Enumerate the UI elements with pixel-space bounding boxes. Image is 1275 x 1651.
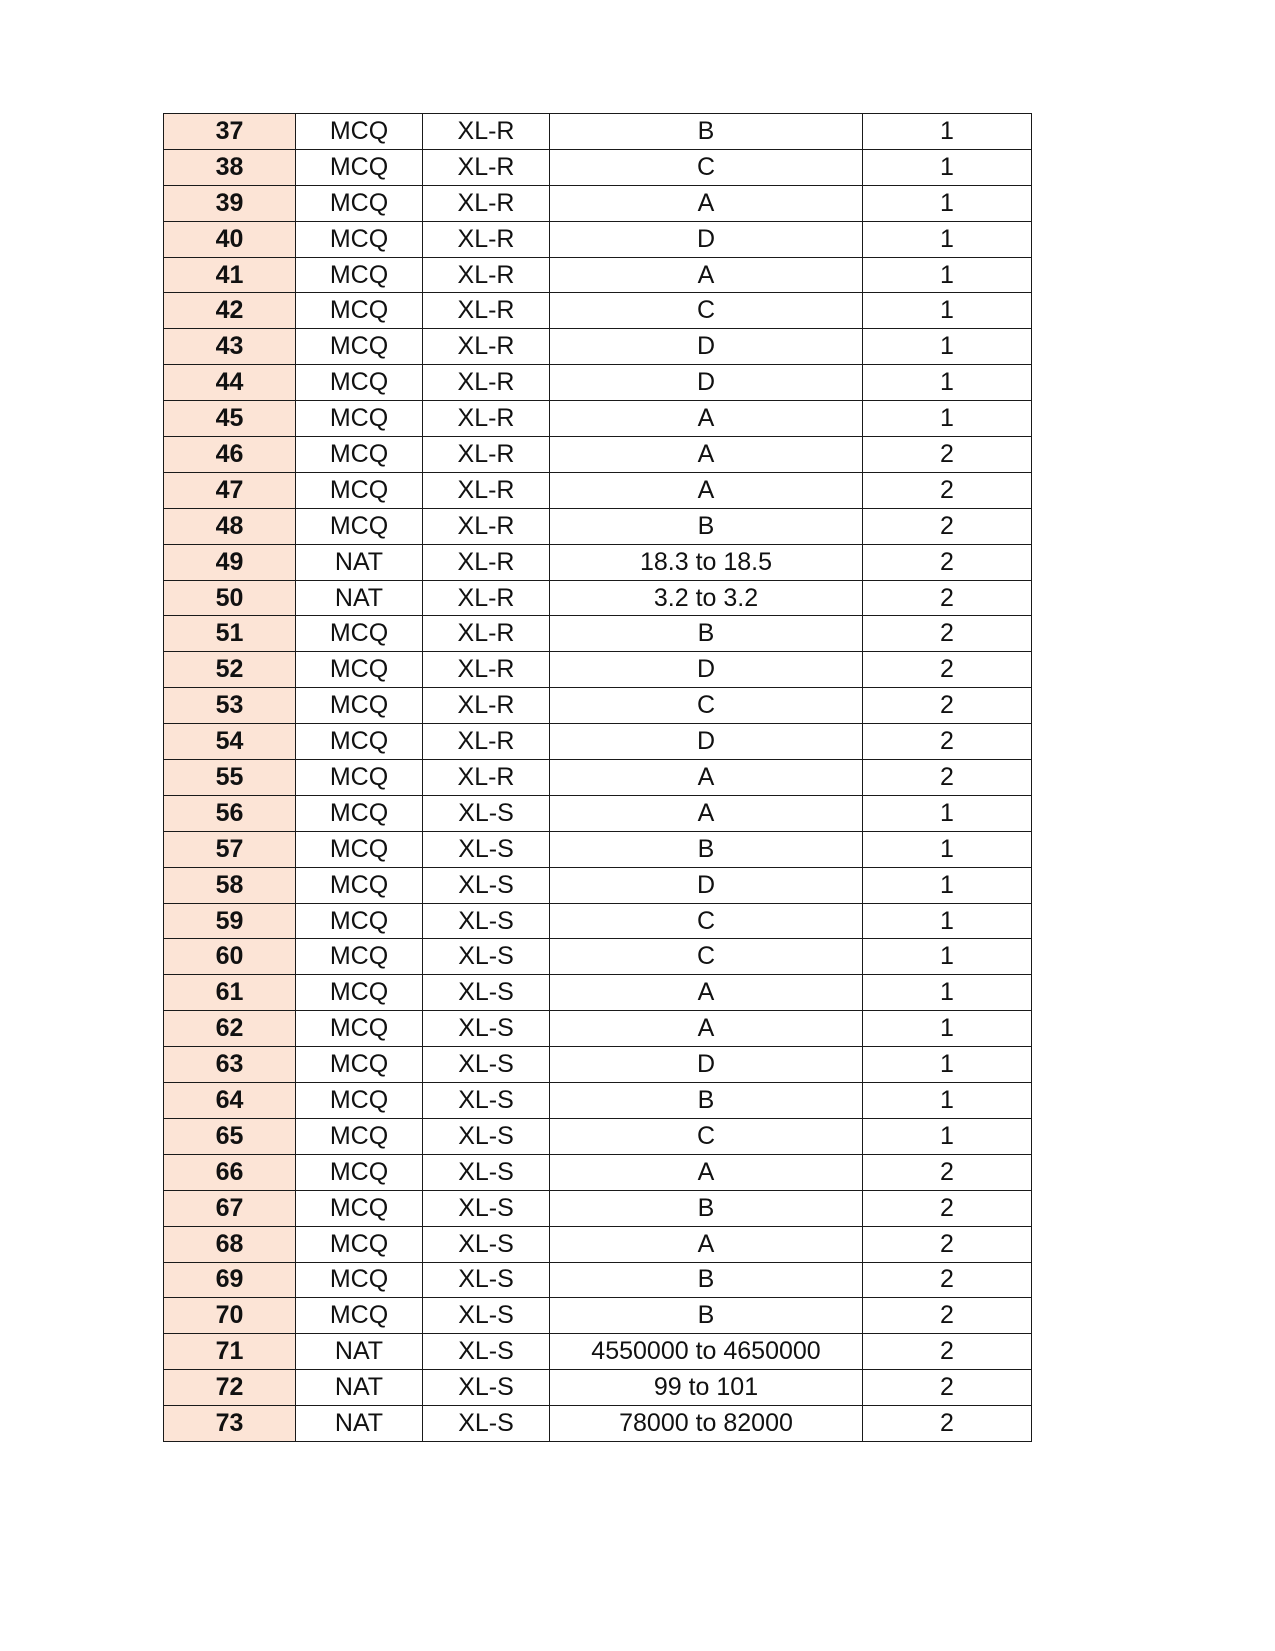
question-number-cell: 46: [164, 437, 296, 473]
answer-key-cell: 3.2 to 3.2: [550, 580, 863, 616]
table-row: [164, 1190, 1032, 1226]
question-type-cell: MCQ: [296, 652, 423, 688]
section-cell: XL-S: [423, 831, 550, 867]
answer-key-cell: A: [550, 472, 863, 508]
answer-key-cell: 4550000 to 4650000: [550, 1334, 863, 1370]
question-type-cell: MCQ: [296, 114, 423, 150]
table-row: [164, 831, 1032, 867]
answer-key-cell: A: [550, 257, 863, 293]
marks-cell: 1: [863, 1083, 1032, 1119]
answer-key-cell: D: [550, 1047, 863, 1083]
marks-cell: 2: [863, 1406, 1032, 1442]
answer-key-table: [163, 113, 1032, 1442]
table-row: [164, 401, 1032, 437]
answer-key-body: [164, 114, 1032, 1442]
question-number-cell: 65: [164, 1118, 296, 1154]
question-type-cell: MCQ: [296, 185, 423, 221]
table-row: [164, 760, 1032, 796]
question-type-cell: MCQ: [296, 1298, 423, 1334]
table-row: [164, 975, 1032, 1011]
question-number-cell: 42: [164, 293, 296, 329]
question-type-cell: MCQ: [296, 329, 423, 365]
question-type-cell: MCQ: [296, 221, 423, 257]
table-row: [164, 1118, 1032, 1154]
question-number-cell: 40: [164, 221, 296, 257]
section-cell: XL-S: [423, 795, 550, 831]
question-type-cell: MCQ: [296, 831, 423, 867]
question-type-cell: MCQ: [296, 1118, 423, 1154]
marks-cell: 2: [863, 1154, 1032, 1190]
marks-cell: 1: [863, 1118, 1032, 1154]
answer-key-cell: C: [550, 688, 863, 724]
answer-key-cell: B: [550, 616, 863, 652]
marks-cell: 1: [863, 1011, 1032, 1047]
question-type-cell: MCQ: [296, 293, 423, 329]
question-number-cell: 37: [164, 114, 296, 150]
question-type-cell: MCQ: [296, 1262, 423, 1298]
table-row: [164, 1370, 1032, 1406]
section-cell: XL-R: [423, 149, 550, 185]
table-row: [164, 1011, 1032, 1047]
question-number-cell: 70: [164, 1298, 296, 1334]
section-cell: XL-R: [423, 185, 550, 221]
table-row: [164, 472, 1032, 508]
question-number-cell: 43: [164, 329, 296, 365]
section-cell: XL-S: [423, 939, 550, 975]
section-cell: XL-R: [423, 724, 550, 760]
answer-key-cell: A: [550, 1226, 863, 1262]
section-cell: XL-S: [423, 1047, 550, 1083]
question-type-cell: MCQ: [296, 760, 423, 796]
table-row: [164, 1047, 1032, 1083]
answer-key-cell: B: [550, 114, 863, 150]
section-cell: XL-R: [423, 508, 550, 544]
question-number-cell: 62: [164, 1011, 296, 1047]
marks-cell: 2: [863, 472, 1032, 508]
question-number-cell: 45: [164, 401, 296, 437]
marks-cell: 1: [863, 831, 1032, 867]
table-row: [164, 1406, 1032, 1442]
table-row: [164, 939, 1032, 975]
marks-cell: 1: [863, 939, 1032, 975]
marks-cell: 2: [863, 1262, 1032, 1298]
question-type-cell: MCQ: [296, 508, 423, 544]
question-type-cell: MCQ: [296, 472, 423, 508]
marks-cell: 2: [863, 1226, 1032, 1262]
marks-cell: 2: [863, 1298, 1032, 1334]
question-number-cell: 67: [164, 1190, 296, 1226]
answer-key-cell: D: [550, 365, 863, 401]
question-number-cell: 69: [164, 1262, 296, 1298]
question-number-cell: 55: [164, 760, 296, 796]
question-type-cell: MCQ: [296, 257, 423, 293]
answer-key-cell: B: [550, 1298, 863, 1334]
question-type-cell: NAT: [296, 1334, 423, 1370]
question-number-cell: 58: [164, 867, 296, 903]
table-row: [164, 1154, 1032, 1190]
question-type-cell: NAT: [296, 1370, 423, 1406]
marks-cell: 2: [863, 652, 1032, 688]
marks-cell: 1: [863, 401, 1032, 437]
section-cell: XL-S: [423, 1298, 550, 1334]
table-row: [164, 652, 1032, 688]
question-type-cell: MCQ: [296, 1011, 423, 1047]
marks-cell: 1: [863, 114, 1032, 150]
question-number-cell: 73: [164, 1406, 296, 1442]
section-cell: XL-S: [423, 1118, 550, 1154]
table-row: [164, 903, 1032, 939]
section-cell: XL-S: [423, 1406, 550, 1442]
question-number-cell: 41: [164, 257, 296, 293]
marks-cell: 2: [863, 688, 1032, 724]
table-row: [164, 688, 1032, 724]
question-number-cell: 68: [164, 1226, 296, 1262]
answer-key-cell: 78000 to 82000: [550, 1406, 863, 1442]
table-row: [164, 221, 1032, 257]
section-cell: XL-R: [423, 401, 550, 437]
question-number-cell: 50: [164, 580, 296, 616]
question-type-cell: MCQ: [296, 149, 423, 185]
table-row: [164, 580, 1032, 616]
question-type-cell: MCQ: [296, 616, 423, 652]
answer-key-cell: C: [550, 149, 863, 185]
marks-cell: 2: [863, 437, 1032, 473]
question-type-cell: MCQ: [296, 939, 423, 975]
section-cell: XL-R: [423, 760, 550, 796]
marks-cell: 2: [863, 1334, 1032, 1370]
table-row: [164, 437, 1032, 473]
answer-key-cell: A: [550, 975, 863, 1011]
table-row: [164, 867, 1032, 903]
answer-key-cell: 99 to 101: [550, 1370, 863, 1406]
marks-cell: 1: [863, 365, 1032, 401]
section-cell: XL-S: [423, 1262, 550, 1298]
answer-key-cell: A: [550, 1154, 863, 1190]
answer-key-cell: C: [550, 939, 863, 975]
table-row: [164, 1262, 1032, 1298]
section-cell: XL-R: [423, 472, 550, 508]
section-cell: XL-S: [423, 1226, 550, 1262]
answer-key-cell: A: [550, 795, 863, 831]
answer-key-cell: C: [550, 903, 863, 939]
answer-key-cell: B: [550, 831, 863, 867]
table-row: [164, 293, 1032, 329]
section-cell: XL-R: [423, 580, 550, 616]
section-cell: XL-R: [423, 544, 550, 580]
question-type-cell: MCQ: [296, 1047, 423, 1083]
question-type-cell: MCQ: [296, 724, 423, 760]
question-type-cell: NAT: [296, 580, 423, 616]
table-row: [164, 185, 1032, 221]
answer-key-cell: A: [550, 1011, 863, 1047]
answer-key-cell: B: [550, 1262, 863, 1298]
answer-key-cell: D: [550, 724, 863, 760]
answer-key-cell: B: [550, 1190, 863, 1226]
section-cell: XL-S: [423, 1370, 550, 1406]
marks-cell: 2: [863, 580, 1032, 616]
question-type-cell: MCQ: [296, 867, 423, 903]
marks-cell: 1: [863, 1047, 1032, 1083]
question-number-cell: 72: [164, 1370, 296, 1406]
answer-key-cell: D: [550, 867, 863, 903]
section-cell: XL-S: [423, 903, 550, 939]
table-row: [164, 365, 1032, 401]
question-type-cell: MCQ: [296, 1083, 423, 1119]
answer-key-cell: A: [550, 437, 863, 473]
marks-cell: 1: [863, 185, 1032, 221]
section-cell: XL-R: [423, 221, 550, 257]
marks-cell: 1: [863, 795, 1032, 831]
marks-cell: 2: [863, 1190, 1032, 1226]
marks-cell: 1: [863, 293, 1032, 329]
question-number-cell: 61: [164, 975, 296, 1011]
marks-cell: 2: [863, 1370, 1032, 1406]
section-cell: XL-S: [423, 1190, 550, 1226]
table-row: [164, 508, 1032, 544]
question-number-cell: 56: [164, 795, 296, 831]
answer-key-cell: A: [550, 185, 863, 221]
table-row: [164, 114, 1032, 150]
marks-cell: 1: [863, 975, 1032, 1011]
table-row: [164, 616, 1032, 652]
question-type-cell: MCQ: [296, 688, 423, 724]
marks-cell: 2: [863, 616, 1032, 652]
question-type-cell: NAT: [296, 544, 423, 580]
section-cell: XL-S: [423, 1011, 550, 1047]
section-cell: XL-S: [423, 1334, 550, 1370]
answer-key-cell: D: [550, 652, 863, 688]
question-type-cell: MCQ: [296, 1226, 423, 1262]
question-number-cell: 57: [164, 831, 296, 867]
marks-cell: 1: [863, 867, 1032, 903]
question-number-cell: 59: [164, 903, 296, 939]
question-number-cell: 48: [164, 508, 296, 544]
marks-cell: 2: [863, 760, 1032, 796]
section-cell: XL-R: [423, 652, 550, 688]
question-type-cell: MCQ: [296, 1190, 423, 1226]
question-type-cell: MCQ: [296, 903, 423, 939]
question-type-cell: MCQ: [296, 365, 423, 401]
question-type-cell: MCQ: [296, 975, 423, 1011]
section-cell: XL-S: [423, 867, 550, 903]
table-row: [164, 1083, 1032, 1119]
question-number-cell: 52: [164, 652, 296, 688]
marks-cell: 1: [863, 221, 1032, 257]
question-number-cell: 60: [164, 939, 296, 975]
section-cell: XL-R: [423, 257, 550, 293]
table-row: [164, 149, 1032, 185]
answer-key-cell: A: [550, 401, 863, 437]
marks-cell: 1: [863, 149, 1032, 185]
table-row: [164, 1226, 1032, 1262]
question-number-cell: 64: [164, 1083, 296, 1119]
question-number-cell: 63: [164, 1047, 296, 1083]
marks-cell: 2: [863, 724, 1032, 760]
table-row: [164, 795, 1032, 831]
question-number-cell: 66: [164, 1154, 296, 1190]
table-row: [164, 1298, 1032, 1334]
question-number-cell: 51: [164, 616, 296, 652]
question-number-cell: 53: [164, 688, 296, 724]
section-cell: XL-S: [423, 975, 550, 1011]
answer-key-cell: D: [550, 221, 863, 257]
section-cell: XL-S: [423, 1154, 550, 1190]
question-number-cell: 38: [164, 149, 296, 185]
section-cell: XL-R: [423, 437, 550, 473]
section-cell: XL-R: [423, 293, 550, 329]
answer-key-cell: B: [550, 1083, 863, 1119]
section-cell: XL-S: [423, 1083, 550, 1119]
table-row: [164, 257, 1032, 293]
question-number-cell: 49: [164, 544, 296, 580]
section-cell: XL-R: [423, 616, 550, 652]
question-number-cell: 39: [164, 185, 296, 221]
answer-key-cell: C: [550, 293, 863, 329]
answer-key-cell: D: [550, 329, 863, 365]
marks-cell: 1: [863, 903, 1032, 939]
question-type-cell: MCQ: [296, 437, 423, 473]
question-type-cell: MCQ: [296, 401, 423, 437]
section-cell: XL-R: [423, 688, 550, 724]
answer-key-cell: 18.3 to 18.5: [550, 544, 863, 580]
question-number-cell: 44: [164, 365, 296, 401]
question-type-cell: MCQ: [296, 1154, 423, 1190]
question-number-cell: 71: [164, 1334, 296, 1370]
table-row: [164, 544, 1032, 580]
answer-key-cell: C: [550, 1118, 863, 1154]
section-cell: XL-R: [423, 329, 550, 365]
table-row: [164, 1334, 1032, 1370]
question-type-cell: NAT: [296, 1406, 423, 1442]
answer-key-cell: A: [550, 760, 863, 796]
marks-cell: 2: [863, 544, 1032, 580]
marks-cell: 2: [863, 508, 1032, 544]
marks-cell: 1: [863, 257, 1032, 293]
table-row: [164, 329, 1032, 365]
marks-cell: 1: [863, 329, 1032, 365]
question-type-cell: MCQ: [296, 795, 423, 831]
section-cell: XL-R: [423, 365, 550, 401]
answer-key-cell: B: [550, 508, 863, 544]
question-number-cell: 54: [164, 724, 296, 760]
section-cell: XL-R: [423, 114, 550, 150]
table-row: [164, 724, 1032, 760]
question-number-cell: 47: [164, 472, 296, 508]
